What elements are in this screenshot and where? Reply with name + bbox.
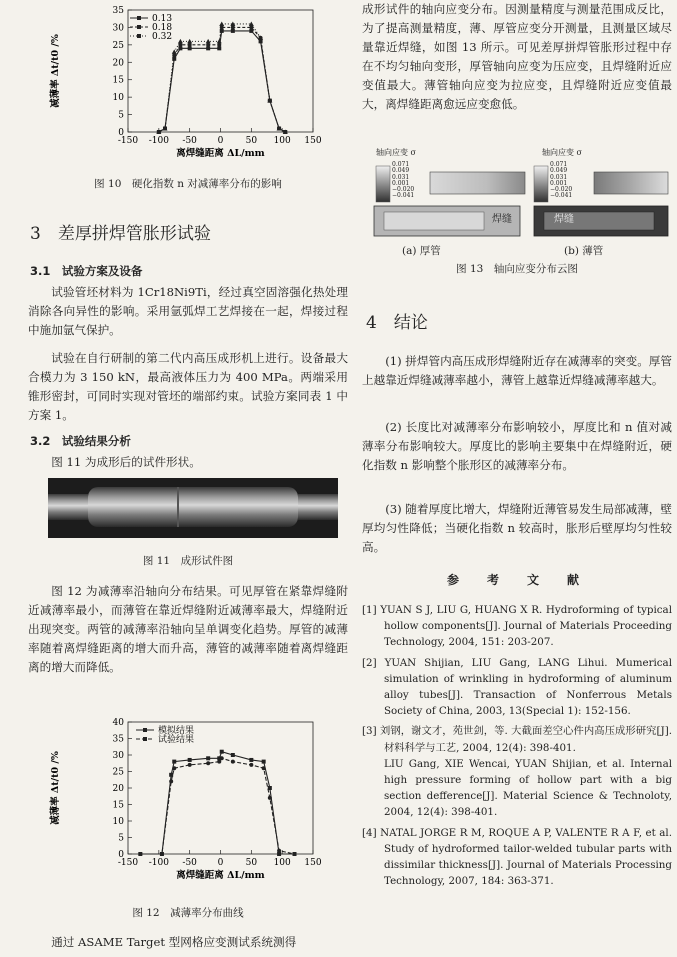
data-point <box>277 849 281 853</box>
data-point <box>206 43 210 47</box>
fig13-contours <box>372 148 672 240</box>
x-tick-label: -50 <box>182 136 197 146</box>
last-line: 通过 ASAME Target 型网格应变测试系统测得 <box>51 935 297 949</box>
reference-list <box>362 602 672 889</box>
x-tick-label: -150 <box>117 136 139 146</box>
series-line <box>159 27 285 132</box>
section4-title: 4 结论 <box>366 313 428 333</box>
fig10-caption: 图 10 硬化指数 n 对减薄率分布的影响 <box>94 178 282 190</box>
fig13b-weld-label: 焊缝 <box>554 214 574 225</box>
data-point <box>172 53 176 57</box>
data-point <box>206 39 211 44</box>
y-tick-label: 5 <box>118 833 124 844</box>
para-right-top: 成形试件的轴向应变分布。因测量精度与测量范围成反比，为了提高测量精度，薄、厚管应变分开测量，且测量区域尽量靠近焊缝，如图 13 所示。可见差厚拼焊管胀形过程中存在不均匀轴向变形，厚管轴向应变为压应变，且焊缝附近应变值最大。薄管轴向应变为拉应变，且焊缝附近应变值最大，离焊缝距离愈远应变愈低。 <box>362 2 672 111</box>
fig13b-scale-values <box>550 162 572 200</box>
sub31-title: 3.1 试验方案及设备 <box>30 264 143 278</box>
data-point <box>217 43 221 47</box>
legend-marker <box>137 34 141 38</box>
legend-label: 模拟结果 <box>158 726 195 736</box>
data-point <box>172 766 176 770</box>
data-point <box>220 756 224 760</box>
data-point <box>138 852 142 856</box>
sub32-title: 3.2 试验结果分析 <box>30 434 131 448</box>
data-point <box>217 46 221 50</box>
data-point <box>172 760 176 764</box>
data-point <box>188 763 192 767</box>
conclusion-1: (1) 拼焊管内高压成形焊缝附近存在减薄率的突变。厚管上越靠近焊缝减薄率越小，薄管上越靠近焊缝减薄率越大。 <box>362 354 672 387</box>
data-point <box>188 43 192 47</box>
scale-value: −0.041 <box>392 192 415 200</box>
section3-title: 3 差厚拼焊管胀形试验 <box>30 224 211 244</box>
x-tick-label: -50 <box>182 858 197 868</box>
reference-4: [4] NATAL JORGE R M, ROQUE A P, VALENTE R A F, et al. Study of hydroformed tailor-welded tubular parts with dissimilar thickness[J]. Journal of Materials Processing Technology, 2007, 184: 363-371. <box>362 826 672 888</box>
x-tick-label: 0 <box>217 136 224 146</box>
data-point <box>169 779 173 783</box>
para32b: 图 12 为减薄率沿轴向分布结果。可见厚管在紧靠焊缝附近减薄率最小，而薄管在靠近焊缝附近减薄率最大，焊缝附近出现突变。两管的减薄率沿轴向呈单调变化趋势。厚管的减薄率随着离焊缝距离的增大而升高，薄管的减薄率随着离焊缝距离的增大而降低。 <box>28 584 348 674</box>
reference-3-english: LIU Gang, XIE Wencai, YUAN Shijian, et al. Internal high pressure forming of hollow part with a big section defference[J]. Material Science & Technoloty, 2004, 12(4): 398-401. <box>384 757 672 819</box>
conclusion-2: (2) 长度比对减薄率分布影响较小，厚度比和 n 值对减薄率分布影响较大。厚度比的影响主要集中在焊缝附近，硬化指数 n 影响整个胀形区的减薄率分布。 <box>362 420 672 472</box>
legend-label: 0.13 <box>152 14 173 24</box>
data-point <box>220 750 224 754</box>
y-tick-label: 40 <box>112 718 124 728</box>
legend-marker <box>137 25 141 29</box>
fig12-caption: 图 12 减薄率分布曲线 <box>132 907 244 919</box>
data-point <box>206 761 210 765</box>
data-point <box>160 852 164 856</box>
data-point <box>172 49 177 54</box>
fig11-caption: 图 11 成形试件图 <box>142 555 234 567</box>
series-line <box>159 31 285 132</box>
scale-value: 0.001 <box>550 179 568 187</box>
fig13a-scale-values <box>392 162 414 200</box>
fig11-specimen-photo <box>48 478 338 538</box>
scale-value: 0.001 <box>392 179 410 187</box>
y-tick-label: 35 <box>112 6 124 16</box>
fig10-chart <box>48 0 348 170</box>
data-point <box>262 766 266 770</box>
reference-1: [1] YUAN S J, LIU G, HUANG X R. Hydroforming of typical hollow components[J]. Journal of Materials Proceeding Technology, 2004, 151: 203-207. <box>362 604 672 649</box>
data-point <box>206 46 210 50</box>
x-tick-label: 50 <box>245 858 258 868</box>
legend-marker <box>143 737 147 741</box>
x-tick-label: 50 <box>245 136 258 146</box>
scale-value: 0.031 <box>392 173 410 181</box>
x-tick-label: -100 <box>148 136 169 146</box>
y-tick-label: 10 <box>112 817 124 827</box>
data-point <box>231 25 235 29</box>
x-tick-label: 100 <box>273 858 291 868</box>
x-tick-label: -100 <box>148 858 169 868</box>
scale-value: 0.031 <box>550 173 568 181</box>
data-point <box>219 21 224 26</box>
data-point <box>231 29 235 33</box>
data-point <box>188 46 192 50</box>
scale-value: −0.041 <box>550 192 573 200</box>
data-point <box>187 39 192 44</box>
x-tick-label: -150 <box>117 858 139 868</box>
y-tick-label: 25 <box>112 767 124 778</box>
scale-value: 0.071 <box>550 161 568 168</box>
conclusion-3: (3) 随着厚度比增大，焊缝附近薄管易发生局部减薄，壁厚均匀性降低；当硬化指数 n 较高时，胀形后壁厚均匀性较高。 <box>362 502 672 554</box>
fig13a-weld-label: 焊缝 <box>492 214 512 225</box>
legend-label: 0.18 <box>152 23 173 33</box>
x-tick-label: 150 <box>304 858 322 868</box>
y-tick-label: 20 <box>112 58 124 69</box>
para31a: 试验管坯材料为 1Cr18Ni9Ti，经过真空固溶强化热处理消除各向异性的影响。采用氩弧焊工艺焊接在一起，焊接过程中施加氩气保护。 <box>28 285 348 337</box>
legend-marker <box>137 16 141 20</box>
y-tick-label: 30 <box>112 751 124 761</box>
fig13-figure <box>372 148 672 240</box>
y-tick-label: 0 <box>118 850 124 860</box>
para32a: 图 11 为成形后的试件形状。 <box>51 455 201 469</box>
legend-label: 试验结果 <box>158 735 195 745</box>
y-tick-label: 5 <box>118 110 124 121</box>
para31b: 试验在自行研制的第二代内高压成形机上进行。设备最大合模力为 3 150 kN，最高液体压力为 400 MPa。两端采用锥形密封，可同时实现对管坯的端部约束。试验方案同表 1 中方案 1。 <box>28 351 348 422</box>
references-heading: 参 考 文 献 <box>446 573 587 587</box>
fig13b-label: (b) 薄管 <box>564 245 604 257</box>
fig13a-scale-title: 轴向应变 σ <box>376 148 417 157</box>
scale-value: 0.049 <box>392 167 410 175</box>
y-tick-label: 35 <box>112 734 124 745</box>
legend-marker <box>143 728 147 732</box>
data-point <box>262 760 266 764</box>
x-axis-label: 离焊缝距离 ΔL/mm <box>176 870 265 881</box>
y-tick-label: 15 <box>112 800 124 811</box>
y-tick-label: 30 <box>112 23 124 34</box>
fig13-caption: 图 13 轴向应变分布云图 <box>456 263 578 275</box>
plot-frame <box>128 722 313 854</box>
scale-value: 0.071 <box>392 161 410 168</box>
scale-value: −0.020 <box>550 186 573 194</box>
x-tick-label: 150 <box>304 136 322 146</box>
y-tick-label: 15 <box>112 75 124 86</box>
fig13a-label: (a) 厚管 <box>402 245 441 257</box>
data-point <box>217 760 221 764</box>
y-axis-label: 减薄率 Δt/t0 /% <box>50 751 61 825</box>
data-point <box>293 852 297 856</box>
data-point <box>178 39 183 44</box>
fig12-chart <box>48 714 348 897</box>
x-axis-label: 离焊缝距离 ΔL/mm <box>176 148 265 159</box>
data-point <box>231 753 235 757</box>
data-point <box>249 763 253 767</box>
series-line <box>140 758 294 854</box>
y-axis-label: 减薄率 Δt/t0 /% <box>50 34 61 108</box>
y-tick-label: 25 <box>112 40 124 51</box>
scale-value: −0.020 <box>392 186 415 194</box>
data-point <box>249 758 253 762</box>
y-tick-label: 10 <box>112 93 124 104</box>
data-point <box>206 756 210 760</box>
reference-3: [3] 刘钢，谢文才，苑世剑，等. 大截面差空心件内高压成形研究[J]. 材料科学与工艺, 2004, 12(4): 398-401. <box>362 725 672 754</box>
data-point <box>249 25 253 29</box>
data-point <box>188 758 192 762</box>
reference-2: [2] YUAN Shijian, LIU Gang, LANG Lihui. Mumerical simulation of wrinkling in hydroforming of aluminum alloy tubes[J]. Transaction of Nonferrous Metals Society of China, 2003, 13(Special 1): 152-156. <box>362 656 672 718</box>
data-point <box>231 760 235 764</box>
fig13b-scale-title: 轴向应变 σ <box>542 148 583 157</box>
legend-label: 0.32 <box>152 32 173 42</box>
x-tick-label: 0 <box>217 858 224 868</box>
x-tick-label: 100 <box>273 136 291 146</box>
scale-value: 0.049 <box>550 167 568 175</box>
data-point <box>268 796 272 800</box>
y-tick-label: 0 <box>118 128 124 138</box>
y-tick-label: 20 <box>112 784 124 794</box>
